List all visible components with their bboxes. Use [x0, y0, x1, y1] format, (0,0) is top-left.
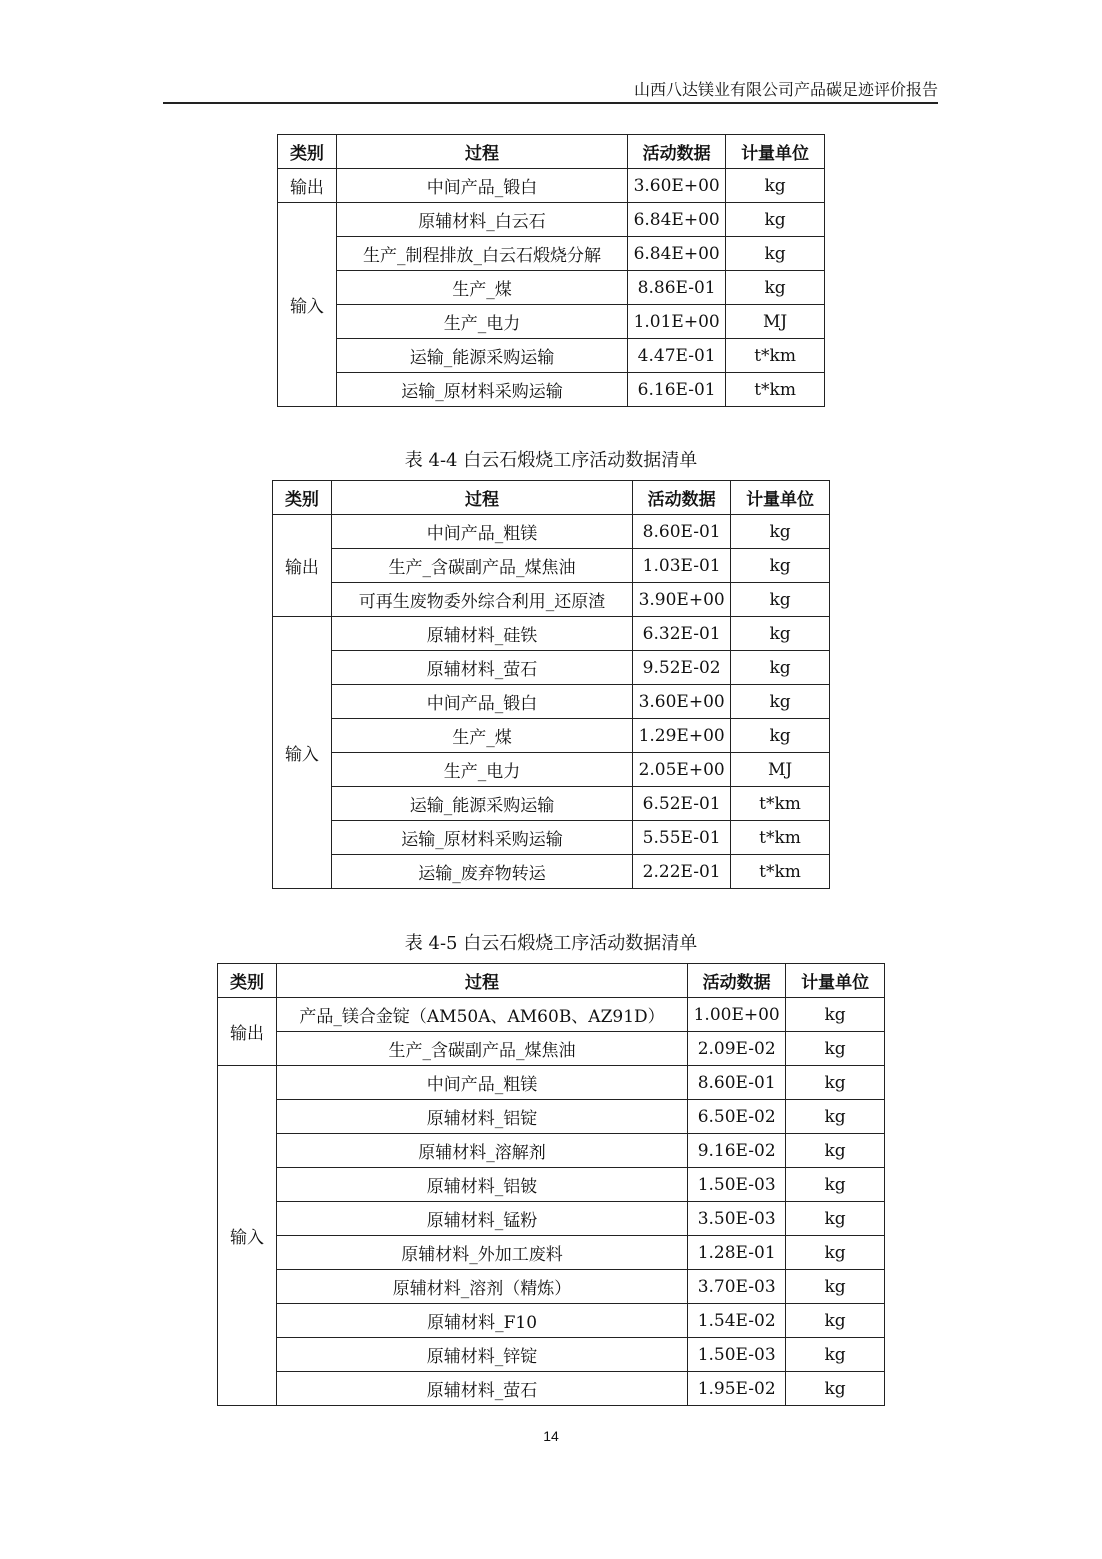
category-cell: 输出 [218, 998, 277, 1066]
table-row [218, 1134, 885, 1168]
page-header: 山西八达镁业有限公司产品碳足迹评价报告 [163, 78, 938, 104]
unit-cell: kg [786, 1304, 885, 1338]
table-row [218, 1372, 885, 1406]
activity-data-cell: 8.86E-01 [628, 271, 726, 305]
activity-data-cell: 6.50E-02 [688, 1100, 786, 1134]
table-row [273, 685, 830, 719]
process-header: 过程 [276, 964, 687, 998]
process-cell: 原辅材料_萤石 [331, 651, 632, 685]
activity-data-cell: 9.52E-02 [633, 651, 731, 685]
table-row [218, 1066, 885, 1100]
table-row [273, 719, 830, 753]
unit-cell: kg [726, 271, 825, 305]
table-row [273, 855, 830, 889]
activity-data-cell: 6.84E+00 [628, 203, 726, 237]
activity-data-cell: 5.55E-01 [633, 821, 731, 855]
unit-header: 计量单位 [731, 481, 830, 515]
table-row [273, 753, 830, 787]
table-row [273, 583, 830, 617]
unit-cell: kg [726, 237, 825, 271]
process-cell: 原辅材料_F10 [276, 1304, 687, 1338]
process-cell: 运输_原材料采购运输 [331, 821, 632, 855]
table-row [218, 1338, 885, 1372]
activity-data-cell: 3.60E+00 [628, 169, 726, 203]
unit-cell: kg [786, 1100, 885, 1134]
unit-cell: kg [731, 651, 830, 685]
process-cell: 原辅材料_铝锭 [276, 1100, 687, 1134]
unit-cell: kg [786, 1338, 885, 1372]
activity-data-cell: 2.05E+00 [633, 753, 731, 787]
process-cell: 生产_制程排放_白云石煅烧分解 [336, 237, 627, 271]
unit-cell: kg [731, 617, 830, 651]
activity-data-cell: 2.22E-01 [633, 855, 731, 889]
unit-cell: kg [726, 203, 825, 237]
activity-data-cell: 6.16E-01 [628, 373, 726, 407]
unit-cell: kg [786, 998, 885, 1032]
table-row [278, 203, 825, 237]
activity-data-cell: 3.70E-03 [688, 1270, 786, 1304]
unit-cell: kg [786, 1372, 885, 1406]
activity-table-4-4 [272, 480, 830, 889]
activity-data-cell: 1.50E-03 [688, 1168, 786, 1202]
process-cell: 生产_含碳副产品_煤焦油 [331, 549, 632, 583]
process-cell: 可再生废物委外综合利用_还原渣 [331, 583, 632, 617]
category-cell: 输入 [273, 617, 332, 889]
activity-data-cell: 1.95E-02 [688, 1372, 786, 1406]
unit-cell: kg [786, 1134, 885, 1168]
unit-cell: t*km [731, 787, 830, 821]
process-cell: 生产_含碳副产品_煤焦油 [276, 1032, 687, 1066]
unit-cell: kg [731, 719, 830, 753]
category-cell: 输出 [278, 169, 337, 203]
category-header: 类别 [273, 481, 332, 515]
table-row [218, 1202, 885, 1236]
process-cell: 中间产品_锻白 [336, 169, 627, 203]
process-cell: 运输_能源采购运输 [336, 339, 627, 373]
table-row [278, 339, 825, 373]
unit-cell: kg [731, 515, 830, 549]
category-header: 类别 [278, 135, 337, 169]
unit-cell: kg [786, 1168, 885, 1202]
activity-data-cell: 1.28E-01 [688, 1236, 786, 1270]
process-cell: 中间产品_粗镁 [276, 1066, 687, 1100]
table-row [273, 821, 830, 855]
process-cell: 生产_电力 [336, 305, 627, 339]
activity-data-cell: 4.47E-01 [628, 339, 726, 373]
process-cell: 运输_废弃物转运 [331, 855, 632, 889]
process-cell: 原辅材料_溶解剂 [276, 1134, 687, 1168]
activity-data-header: 活动数据 [628, 135, 726, 169]
table-row [273, 549, 830, 583]
process-cell: 原辅材料_白云石 [336, 203, 627, 237]
unit-cell: kg [786, 1236, 885, 1270]
table-row [218, 1304, 885, 1338]
unit-cell: kg [786, 1202, 885, 1236]
category-cell: 输出 [273, 515, 332, 617]
unit-cell: kg [731, 583, 830, 617]
activity-data-cell: 1.01E+00 [628, 305, 726, 339]
activity-data-cell: 8.60E-01 [633, 515, 731, 549]
process-cell: 原辅材料_铝铍 [276, 1168, 687, 1202]
activity-data-cell: 2.09E-02 [688, 1032, 786, 1066]
table-row [278, 271, 825, 305]
unit-cell: t*km [726, 339, 825, 373]
activity-data-cell: 9.16E-02 [688, 1134, 786, 1168]
header-row [278, 135, 825, 169]
process-cell: 中间产品_粗镁 [331, 515, 632, 549]
process-cell: 运输_原材料采购运输 [336, 373, 627, 407]
table-caption-4-5: 表 4-5 白云石煅烧工序活动数据清单 [404, 933, 698, 954]
category-header: 类别 [218, 964, 277, 998]
activity-data-cell: 8.60E-01 [688, 1066, 786, 1100]
category-cell: 输入 [278, 203, 337, 407]
table-row [218, 1032, 885, 1066]
activity-data-cell: 3.60E+00 [633, 685, 731, 719]
table-row [278, 169, 825, 203]
activity-data-cell: 6.52E-01 [633, 787, 731, 821]
process-header: 过程 [331, 481, 632, 515]
table-row [273, 787, 830, 821]
unit-cell: kg [786, 1066, 885, 1100]
unit-cell: t*km [731, 855, 830, 889]
activity-table-4-5 [217, 963, 885, 1406]
process-cell: 产品_镁合金锭（AM50A、AM60B、AZ91D） [276, 998, 687, 1032]
table-row [273, 515, 830, 549]
activity-data-cell: 1.50E-03 [688, 1338, 786, 1372]
unit-cell: kg [731, 549, 830, 583]
process-cell: 原辅材料_锌锭 [276, 1338, 687, 1372]
process-cell: 原辅材料_硅铁 [331, 617, 632, 651]
process-cell: 运输_能源采购运输 [331, 787, 632, 821]
unit-header: 计量单位 [726, 135, 825, 169]
table-row [273, 617, 830, 651]
table-row [218, 1168, 885, 1202]
process-cell: 原辅材料_外加工废料 [276, 1236, 687, 1270]
unit-cell: MJ [726, 305, 825, 339]
unit-header: 计量单位 [786, 964, 885, 998]
activity-data-cell: 3.90E+00 [633, 583, 731, 617]
activity-data-cell: 3.50E-03 [688, 1202, 786, 1236]
table-caption-4-4: 表 4-4 白云石煅烧工序活动数据清单 [404, 450, 698, 471]
table-row [218, 1270, 885, 1304]
unit-cell: kg [786, 1270, 885, 1304]
activity-data-cell: 6.32E-01 [633, 617, 731, 651]
table-row [218, 1236, 885, 1270]
table-row [218, 1100, 885, 1134]
process-cell: 生产_煤 [336, 271, 627, 305]
activity-table-1 [277, 134, 825, 407]
table-row [218, 998, 885, 1032]
process-cell: 生产_电力 [331, 753, 632, 787]
activity-data-cell: 1.54E-02 [688, 1304, 786, 1338]
category-cell: 输入 [218, 1066, 277, 1406]
process-header: 过程 [336, 135, 627, 169]
activity-data-cell: 6.84E+00 [628, 237, 726, 271]
table-row [278, 237, 825, 271]
process-cell: 中间产品_锻白 [331, 685, 632, 719]
activity-data-cell: 1.00E+00 [688, 998, 786, 1032]
activity-data-cell: 1.29E+00 [633, 719, 731, 753]
process-cell: 生产_煤 [331, 719, 632, 753]
unit-cell: t*km [731, 821, 830, 855]
activity-data-header: 活动数据 [633, 481, 731, 515]
unit-cell: t*km [726, 373, 825, 407]
table-row [278, 373, 825, 407]
process-cell: 原辅材料_锰粉 [276, 1202, 687, 1236]
table-row [278, 305, 825, 339]
page-number: 14 [543, 1428, 559, 1444]
table-row [273, 651, 830, 685]
unit-cell: kg [726, 169, 825, 203]
activity-data-cell: 1.03E-01 [633, 549, 731, 583]
process-cell: 原辅材料_萤石 [276, 1372, 687, 1406]
activity-data-header: 活动数据 [688, 964, 786, 998]
process-cell: 原辅材料_溶剂（精炼） [276, 1270, 687, 1304]
unit-cell: kg [786, 1032, 885, 1066]
unit-cell: MJ [731, 753, 830, 787]
unit-cell: kg [731, 685, 830, 719]
header-row [218, 964, 885, 998]
header-row [273, 481, 830, 515]
